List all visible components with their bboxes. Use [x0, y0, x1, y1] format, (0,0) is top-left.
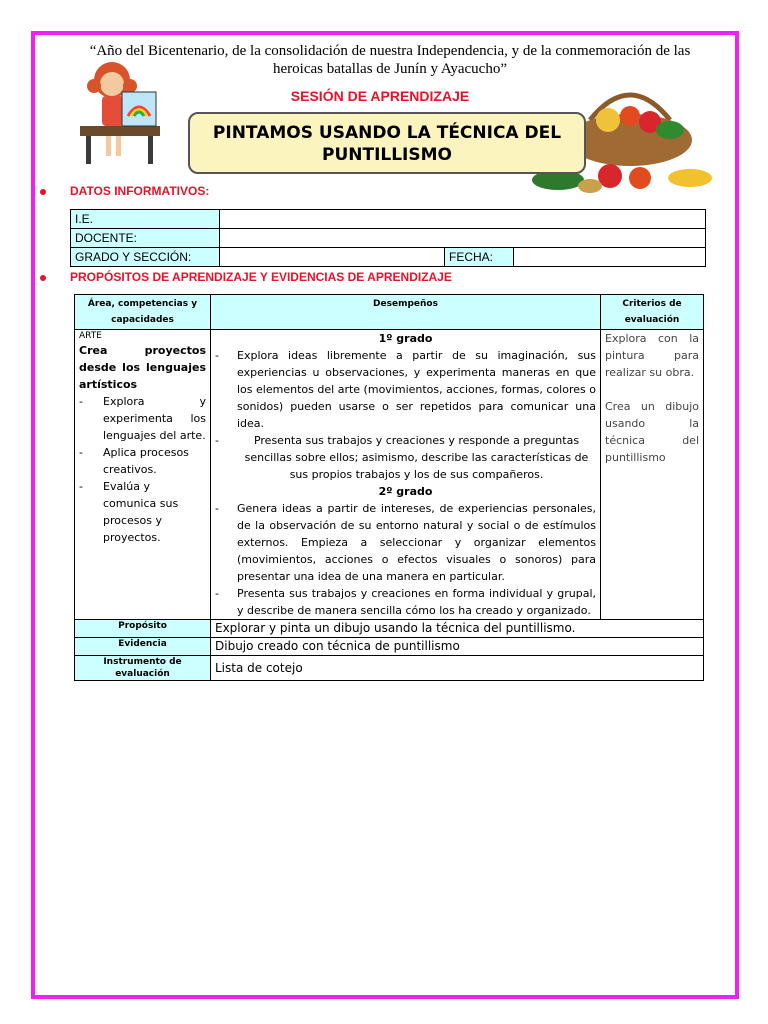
list-item: - Explora y experimenta los lenguajes del arte. — [79, 395, 206, 442]
docente-value — [220, 229, 706, 248]
evidencia-value: Dibujo creado con técnica de puntillismo — [211, 638, 704, 656]
propositos-table — [74, 294, 704, 681]
session-title — [188, 112, 586, 174]
girl-painting-illustration — [72, 56, 172, 166]
proposito-value: Explorar y pinta un dibujo usando la técnica del puntillismo. — [211, 620, 704, 638]
list-item: - Aplica procesos creativos. — [79, 446, 189, 476]
session-title-line-2: PUNTILLISMO — [321, 145, 452, 165]
session-title-line-1: PINTAMOS USANDO LA TÉCNICA DEL — [212, 123, 562, 143]
fecha-label: FECHA: — [445, 248, 514, 267]
bullet-icon — [40, 189, 46, 195]
list-item: - Evalúa y comunica sus procesos y proyectos. — [79, 480, 179, 544]
session-label: SESIÓN DE APRENDIZAJE — [290, 88, 470, 104]
fecha-value — [514, 248, 706, 267]
list-item: - Explora ideas libremente a partir de su imaginación, sus experiencias u observaciones, y experimenta maneras en que los elementos del arte (movimientos, acciones, formas, colores o sonidos) pueden usarse o ser repetidos para comunicar una idea. — [215, 349, 596, 430]
instrumento-value: Lista de cotejo — [211, 656, 704, 681]
area-name: ARTE — [79, 331, 102, 341]
col-desempenos-header: Desempeños — [211, 295, 601, 330]
propositos-heading: PROPÓSITOS DE APRENDIZAJE Y EVIDENCIAS DE APRENDIZAJE — [40, 270, 452, 284]
criterio-2: Crea un dibujo usando la técnica del puntillismo — [605, 400, 699, 464]
grado-1-heading: 1º grado — [378, 332, 433, 345]
ie-label: I.E. — [71, 210, 220, 229]
list-item: - Presenta sus trabajos y creaciones en forma individual y grupal, y describe de manera sencilla cómo los ha creado y organizado. — [215, 587, 596, 617]
instrumento-label: Instrumento de evaluación — [75, 656, 211, 681]
criterio-1: Explora con la pintura para realizar su obra. — [605, 332, 699, 379]
bullet-icon — [40, 275, 46, 281]
list-item: - Presenta sus trabajos y creaciones y responde a preguntas sencillas sobre ellos; asimismo, describe las características de sus propios trabajos y los de sus compañeros. — [215, 434, 589, 481]
desempenos-cell — [211, 330, 601, 620]
evidencia-label: Evidencia — [75, 638, 211, 656]
criterios-cell — [601, 330, 704, 620]
docente-label: DOCENTE: — [71, 229, 220, 248]
list-item: - Genera ideas a partir de intereses, de experiencias personales, de la observación de su entorno natural y social o de estímulos externos. Empieza a seleccionar y organizar elementos (movimientos, acciones o efectos visuales o sonoros) para presentar una idea de una manera en particular. — [215, 502, 596, 583]
grado-2-heading: 2º grado — [378, 485, 433, 498]
datos-heading: DATOS INFORMATIVOS: — [40, 184, 209, 198]
ie-value — [220, 210, 706, 229]
grado-value — [220, 248, 445, 267]
proposito-label: Propósito — [75, 620, 211, 638]
col-area-header: Área, competencias y capacidades — [75, 295, 211, 330]
capacidades-list — [79, 393, 206, 546]
motto-text: “Año del Bicentenario, de la consolidación de nuestra Independencia, y de la conmemoración de las heroicas batallas de Junín y Ayacucho” — [89, 43, 691, 77]
competencia-text: Crea proyectos desde los lenguajes artísticos — [79, 344, 206, 391]
area-cell — [75, 330, 211, 620]
datos-table — [70, 209, 706, 267]
col-criterios-header: Criterios de evaluación — [601, 295, 704, 330]
grado-label: GRADO Y SECCIÓN: — [71, 248, 220, 267]
